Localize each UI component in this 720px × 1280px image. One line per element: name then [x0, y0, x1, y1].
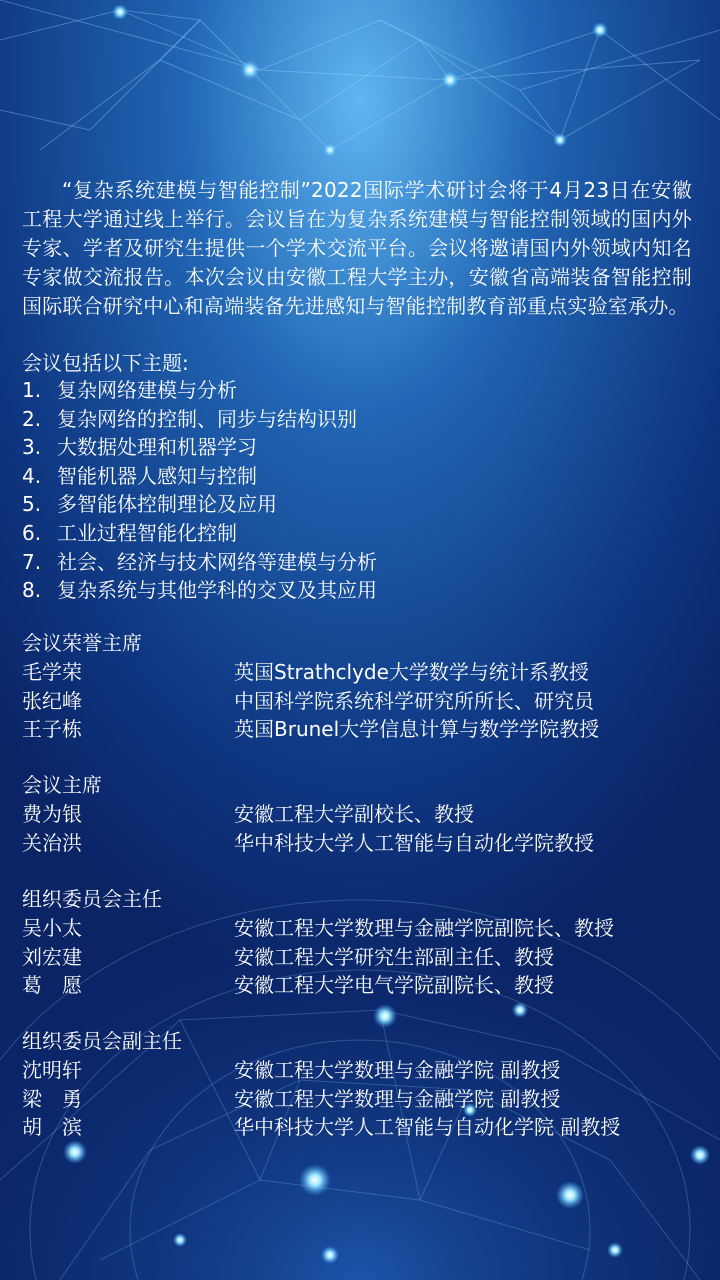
member-row: 胡 滨 华中科技大学人工智能与自动化学院 副教授: [22, 1115, 621, 1139]
member-row: 张纪峰 中国科学院系统科学研究所所长、研究员: [22, 688, 594, 713]
member-row: 王子栋 英国Brunel大学信息计算与数学学院教授: [22, 717, 600, 741]
section-heading: 组织委员会副主任: [22, 1029, 182, 1053]
member-row: 吴小太 安徽工程大学数理与金融学院副院长、教授: [22, 916, 614, 940]
member-row: 费为银 安徽工程大学副校长、教授: [22, 802, 474, 826]
chairs-section: [22, 771, 594, 857]
member-row: 葛 愿 安徽工程大学电气学院副院长、教授: [22, 973, 554, 997]
list-item: 7. 社会、经济与技术网络等建模与分析: [22, 549, 377, 574]
list-item: 2. 复杂网络的控制、同步与结构识别: [22, 406, 357, 431]
section-heading: 会议荣誉主席: [22, 631, 142, 655]
section-heading: 组织委员会主任: [22, 887, 162, 911]
organizing-committee-vice-chairs-section: [22, 1027, 620, 1142]
intro-paragraph: “复杂系统建模与智能控制”2022国际学术研讨会将于4月23日在安徽工程大学通过线上举行。会议旨在为复杂系统建模与智能控制领域的国内外专家、学者及研究生提供一个学术交流平台。会议将邀请国内外领域内知名专家做交流报告。本次会议由安徽工程大学主办，安徽省高端装备智能控制国际联合研究中心和高端装备先进感知与智能控制教育部重点实验室承办。: [22, 178, 692, 318]
list-item: 3. 大数据处理和机器学习: [22, 435, 257, 460]
member-row: 关治洪 华中科技大学人工智能与自动化学院教授: [22, 830, 594, 855]
member-row: 毛学荣 英国Strathclyde大学数学与统计系教授: [22, 660, 589, 684]
section-heading: 会议主席: [22, 773, 102, 797]
list-item: 5. 多智能体控制理论及应用: [22, 492, 277, 517]
member-row: 沈明轩 安徽工程大学数理与金融学院 副教授: [22, 1058, 561, 1082]
member-row: 梁 勇 安徽工程大学数理与金融学院 副教授: [22, 1086, 561, 1111]
honorary-chairs-section: [22, 629, 599, 744]
member-row: 刘宏建 安徽工程大学研究生部副主任、教授: [22, 944, 554, 969]
list-item: 6. 工业过程智能化控制: [22, 520, 237, 545]
list-item: 4. 智能机器人感知与控制: [22, 463, 257, 488]
list-item: 1. 复杂网络建模与分析: [22, 378, 237, 402]
list-item: 8. 复杂系统与其他学科的交叉及其应用: [22, 578, 377, 603]
topics-list: [22, 376, 377, 605]
organizing-committee-chairs-section: [22, 885, 614, 1000]
topics-heading: 会议包括以下主题:: [22, 351, 189, 375]
